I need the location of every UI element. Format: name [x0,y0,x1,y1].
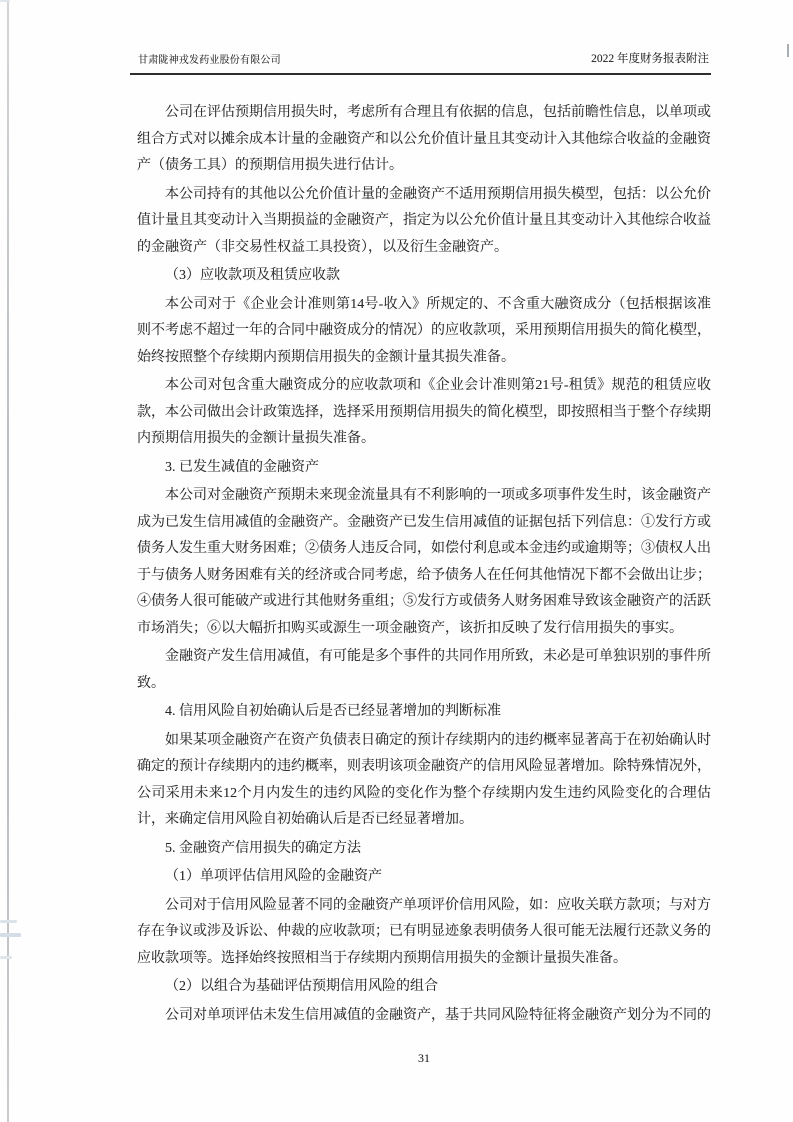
scan-smudge [0,956,12,959]
body-paragraph: 本公司持有的其他以公允价值计量的金融资产不适用预期信用损失模型，包括：以公允价值计量且其变动计入当期损益的金融资产，指定为以公允价值计量且其变动计入其他综合收益的金融资产（非交易性权益工具投资），以及衍生金融资产。 [137,186,711,255]
section-heading: （1）单项评估信用风险的金融资产 [165,869,382,884]
header-company-name: 甘肃陇神戎发药业股份有限公司 [138,55,281,66]
document-body [137,100,711,1031]
body-paragraph: 本公司对于《企业会计准则第14号-收入》所规定的、不含重大融资成分（包括根据该准则不考虑不超过一年的合同中融资成分的情况）的应收款项，采用预期信用损失的简化模型，始终按照整个存续期内预期信用损失的金额计量其损失准备。 [137,296,711,365]
section-heading: 3. 已发生减值的金融资产 [165,459,319,475]
scan-smudge [0,0,10,2]
body-paragraph: 金融资产发生信用减值，有可能是多个事件的共同作用所致，未必是可单独识别的事件所致。 [137,649,711,691]
page-number: 31 [418,1051,430,1065]
scan-edge-artifact [7,0,9,1122]
section-heading: 4. 信用风险自初始确认后是否已经显著增加的判断标准 [165,704,501,719]
scan-mark-top-right [787,44,789,57]
body-paragraph: 公司对单项评估未发生信用减值的金融资产，基于共同风险特征将金融资产划分为不同的 [165,1007,711,1023]
body-paragraph: 公司对于信用风险显著不同的金融资产单项评价信用风险，如：应收关联方款项；与对方存在争议或涉及诉讼、仲裁的应收款项；已有明显迹象表明债务人很可能无法履行还款义务的应收款项等。选择始终按照相当于存续期内预期信用损失的金额计量损失准备。 [137,897,711,966]
page-header [130,50,711,75]
section-heading: 5. 金融资产信用损失的确定方法 [165,840,361,856]
body-paragraph: 本公司对包含重大融资成分的应收款项和《企业会计准则第21号-租赁》规范的租赁应收款，本公司做出会计政策选择，选择采用预期信用损失的简化模型，即按照相当于整个存续期内预期信用损失的金额计量损失准备。 [137,378,711,446]
section-heading: （2）以组合为基础评估预期信用风险的组合 [165,979,438,994]
body-paragraph: 如果某项金融资产在资产负债表日确定的预计存续期内的违约概率显著高于在初始确认时确定的预计存续期内的违约概率，则表明该项金融资产的信用风险显著增加。除特殊情况外，公司采用未来12个月内发生的违约风险的变化作为整个存续期内发生违约风险变化的合理估计，来确定信用风险自初始确认后是否已经显著增加。 [137,732,711,827]
body-paragraph: 公司在评估预期信用损失时，考虑所有合理且有依据的信息，包括前瞻性信息，以单项或组合方式对以摊余成本计量的金融资产和以公允价值计量且其变动计入其他综合收益的金融资产（债务工具）的预期信用损失进行估计。 [137,105,711,173]
header-doc-title: 2022 年度财务报表附注 [591,53,709,65]
scan-smudge [0,920,17,923]
scan-smudge [0,933,21,937]
body-paragraph: 本公司对金融资产预期未来现金流量具有不利影响的一项或多项事件发生时，该金融资产成为已发生信用减值的金融资产。金融资产已发生信用减值的证据包括下列信息：①发行方或债务人发生重大财务困难；②债务人违反合同，如偿付利息或本金违约或逾期等；③债权人出于与债务人财务困难有关的经济或合同考虑，给予债务人在任何其他情况下都不会做出让步；④债务人很可能破产或进行其他财务重组；⑤发行方或债务人财务困难导致该金融资产的活跃市场消失；⑥以大幅折扣购买或源生一项金融资产，该折扣反映了发行信用损失的事实。 [137,488,711,636]
section-heading: （3）应收款项及租赁应收款 [165,268,340,283]
